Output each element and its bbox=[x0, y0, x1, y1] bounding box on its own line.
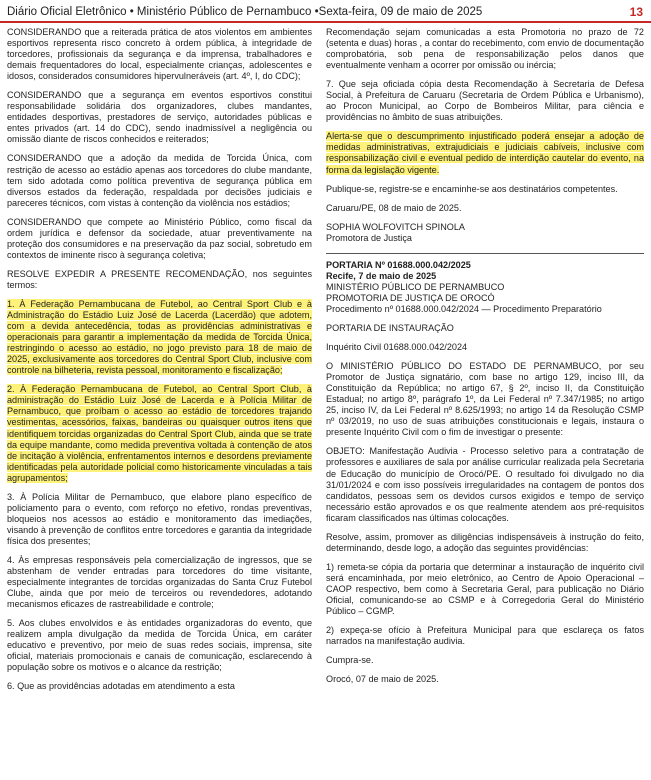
paragraph: Recomendação sejam comunicadas a esta Promotoria no prazo de 72 (setenta e duas) horas , a contar do recebimento, com envio de documentação comprobatória, sob pena de responsabilização pelos danos que eventualmente venham a ocorrer por omissão ou inércia; bbox=[326, 27, 644, 71]
paragraph: CONSIDERANDO que a adoção da medida de Torcida Única, com restrição de acesso ao estádio apenas aos torcedores do clube mandante, tem sido adotada como política preventiva de segurança pública em diversos estados da federação, respaldada por decisões judiciais e pareceres técnicos, com vistas à contenção da violência nos estádios; bbox=[7, 153, 312, 208]
paragraph: CONSIDERANDO que a segurança em eventos esportivos constitui responsabilidade solidária dos organizadores, clubes mandantes, entidades desportivas, prestadores de serviço, autoridades públicas e entes privados (art. 14 do CDC), sendo inadmissível a negligência ou omissão diante de riscos conhecidos e reiterados; bbox=[7, 90, 312, 145]
highlight: Alerta-se que o descumprimento injustificado poderá ensejar a adoção de medidas administrativas, extrajudiciais e judiciais cabíveis, inclusive com responsabilização civil e eventual pedido de interdição cautelar do evento, na forma da legislação vigente. bbox=[326, 131, 644, 175]
portaria-inquiry: Inquérito Civil 01688.000.042/2024 bbox=[326, 342, 468, 353]
page-header bbox=[0, 0, 651, 22]
paragraph-highlighted bbox=[7, 299, 312, 376]
paragraph: Caruaru/PE, 08 de maio de 2025. bbox=[326, 202, 462, 213]
paragraph-highlighted bbox=[326, 131, 644, 175]
paragraph: CONSIDERANDO que compete ao Ministério Público, como fiscal da ordem jurídica e defensor da sociedade, atuar preventivamente na proteção dos consumidores e na preservação da paz social, sobretudo em contextos de iminente risco à segurança coletiva; bbox=[7, 216, 312, 260]
journal-title: Diário Oficial Eletrônico • Ministério Público de Pernambuco •Sexta-feira, 09 de maio de 2025 bbox=[7, 6, 483, 18]
paragraph: OBJETO: Manifestação Audivia - Processo seletivo para a contratação de professores e auxiliares de sala por análise curricular realizada pela Secretaria de Educação do município de Orocó/PE. O resultado foi divulgado no dia 31/01/2024 e com isso possíveis irregularidades na contagem de pontos dos candidatos, pessoas sem os devidos cursos exigidos e tempo de serviço necessário estão aprovados e os que realmente atendem aos pré-requisitos ficaram classificados nas últimas colocações. bbox=[326, 446, 644, 523]
section-divider bbox=[326, 253, 644, 254]
portaria-place-date: Recife, 7 de maio de 2025 bbox=[326, 270, 437, 281]
paragraph-highlighted bbox=[7, 384, 312, 483]
paragraph: Resolve, assim, promover as diligências indispensáveis à instrução do feito, determinando, desde logo, a adoção das seguintes providências: bbox=[326, 531, 644, 553]
right-column bbox=[326, 27, 644, 685]
highlight: 1. À Federação Pernambucana de Futebol, ao Central Sport Club e à Administração do Estádio Luiz José de Lacerda (Lacerdão) que adotem, com a devida antecedência, todas as providências administrativas e operacionais para garantir a implementação da medida de Torcida Única, restringindo o acesso ao estádio, no jogo previsto para 18 de maio de 2025, exclusivamente aos torcedores do Central Sport Club, inclusive com controle na bilheteria, revista pessoal, monitoramento e fiscalização; bbox=[7, 298, 312, 376]
paragraph: 2) expeça-se ofício à Prefeitura Municipal para que esclareça os fatos narrados na manifestação audivia. bbox=[326, 625, 644, 647]
paragraph: 3. À Polícia Militar de Pernambuco, que elabore plano específico de policiamento para o evento, com reforço no efetivo, rondas preventivas, bloqueios nos acessos ao estádio e monitoramento das imediações, visando à prevenção de conflitos entre torcedores e garantia da integridade física dos presentes; bbox=[7, 491, 312, 546]
paragraph: Orocó, 07 de maio de 2025. bbox=[326, 674, 439, 685]
paragraph: 7. Que seja oficiada cópia desta Recomendação à Secretaria de Defesa Social, à Prefeitura de Caruaru (Secretaria de Ordem Pública e Urbanismo), ao Procon Municipal, ao Corpo de Bombeiros Militar, para ciência e providências no âmbito de suas atribuições. bbox=[326, 79, 644, 123]
portaria-number: PORTARIA Nº 01688.000.042/2025 bbox=[326, 259, 471, 270]
page-number: 13 bbox=[629, 5, 643, 19]
paragraph: CONSIDERANDO que a reiterada prática de atos violentos em ambientes esportivos representa risco concreto à ordem pública, à integridade de torcedores, profissionais da segurança e da imprensa, trabalhadores e demais frequentadores do local, especialmente crianças, adolescentes e idosos, considerados consumidores hipervulneráveis (art. 4º, I, do CDC); bbox=[7, 27, 312, 82]
paragraph: O MINISTÉRIO PÚBLICO DO ESTADO DE PERNAMBUCO, por seu Promotor de Justiça signatário, com base no artigo 129, inciso III, da Constituição da República; no artigo 67, § 2º, inciso II, da Constituição Estadual; no artigo 8º, parágrafo 1º, da Lei Federal nº 7.347/1985; no artigo 25, inciso IV, da Lei Federal nº 8.625/1993; no artigo 14 da Resolução CSMP nº 03/2019, no uso de suas atribuições constitucionais e legais, instaura o presente Inquérito Civil com o fim de investigar o presente: bbox=[326, 361, 644, 438]
paragraph: 6. Que as providências adotadas em atendimento a esta bbox=[7, 681, 235, 692]
portaria-procedure: Procedimento nº 01688.000.042/2024 — Procedimento Preparatório bbox=[326, 303, 602, 314]
highlight: 2. À Federação Pernambucana de Futebol, ao Central Sport Club, à administração do Estádio Luiz José de Lacerda e à Polícia Militar de Pernambuco, que proíbam o acesso ao estádio de torcedores trajando vestimentas, acessórios, faixas, bandeiras ou quaisquer outros itens que identifiquem torcidas organizadas do Central Sport Club, ainda que se trate da equipe mandante, como medida preventiva voltada à contenção de atos de incitação à violência, enfrentamentos internos e desordens previamente identificadas pela autoridade policial como historicamente vinculadas a tais agrupamentos; bbox=[7, 384, 312, 483]
signature-role: Promotora de Justiça bbox=[326, 232, 412, 243]
portaria-office: PROMOTORIA DE JUSTIÇA DE OROCÓ bbox=[326, 292, 495, 303]
signature-name: SOPHIA WOLFOVITCH SPINOLA bbox=[326, 221, 465, 232]
paragraph: 5. Aos clubes envolvidos e às entidades organizadoras do evento, que realizem ampla divulgação da medida de Torcida Única, em caráter educativo e preventivo, por meio de suas redes sociais, imprensa, site oficial, materiais promocionais e canais de comunicação, esclarecendo à população sobre os motivos e o alcance da restrição; bbox=[7, 618, 312, 673]
header-rule bbox=[0, 21, 651, 23]
left-column bbox=[7, 27, 312, 692]
paragraph: RESOLVE EXPEDIR A PRESENTE RECOMENDAÇÃO, nos seguintes termos: bbox=[7, 268, 312, 290]
portaria-org: MINISTÉRIO PÚBLICO DE PERNAMBUCO bbox=[326, 281, 505, 292]
portaria-instauration: PORTARIA DE INSTAURAÇÃO bbox=[326, 322, 454, 333]
paragraph: 4. Às empresas responsáveis pela comercialização de ingressos, que se abstenham de vender entradas para torcedores do time visitante, especialmente integrantes de torcidas organizadas do Santa Cruz Futebol Clube, ainda que por meio de terceiros ou revendedores, adotando mecanismos eficazes de rastreabilidade e controle; bbox=[7, 554, 312, 610]
paragraph: 1) remeta-se cópia da portaria que determinar a instauração de inquérito civil será encaminhada, por meio eletrônico, ao Centro de Apoio Operacional – CAOP respectivo, bem como à Secretaria Geral, para publicação no Diário Oficial, comunicando-se ao CSMP e à Corregedoria Geral do Ministério Público – CGMP. bbox=[326, 561, 644, 617]
paragraph: Cumpra-se. bbox=[326, 655, 374, 666]
paragraph: Publique-se, registre-se e encaminhe-se aos destinatários competentes. bbox=[326, 183, 618, 194]
